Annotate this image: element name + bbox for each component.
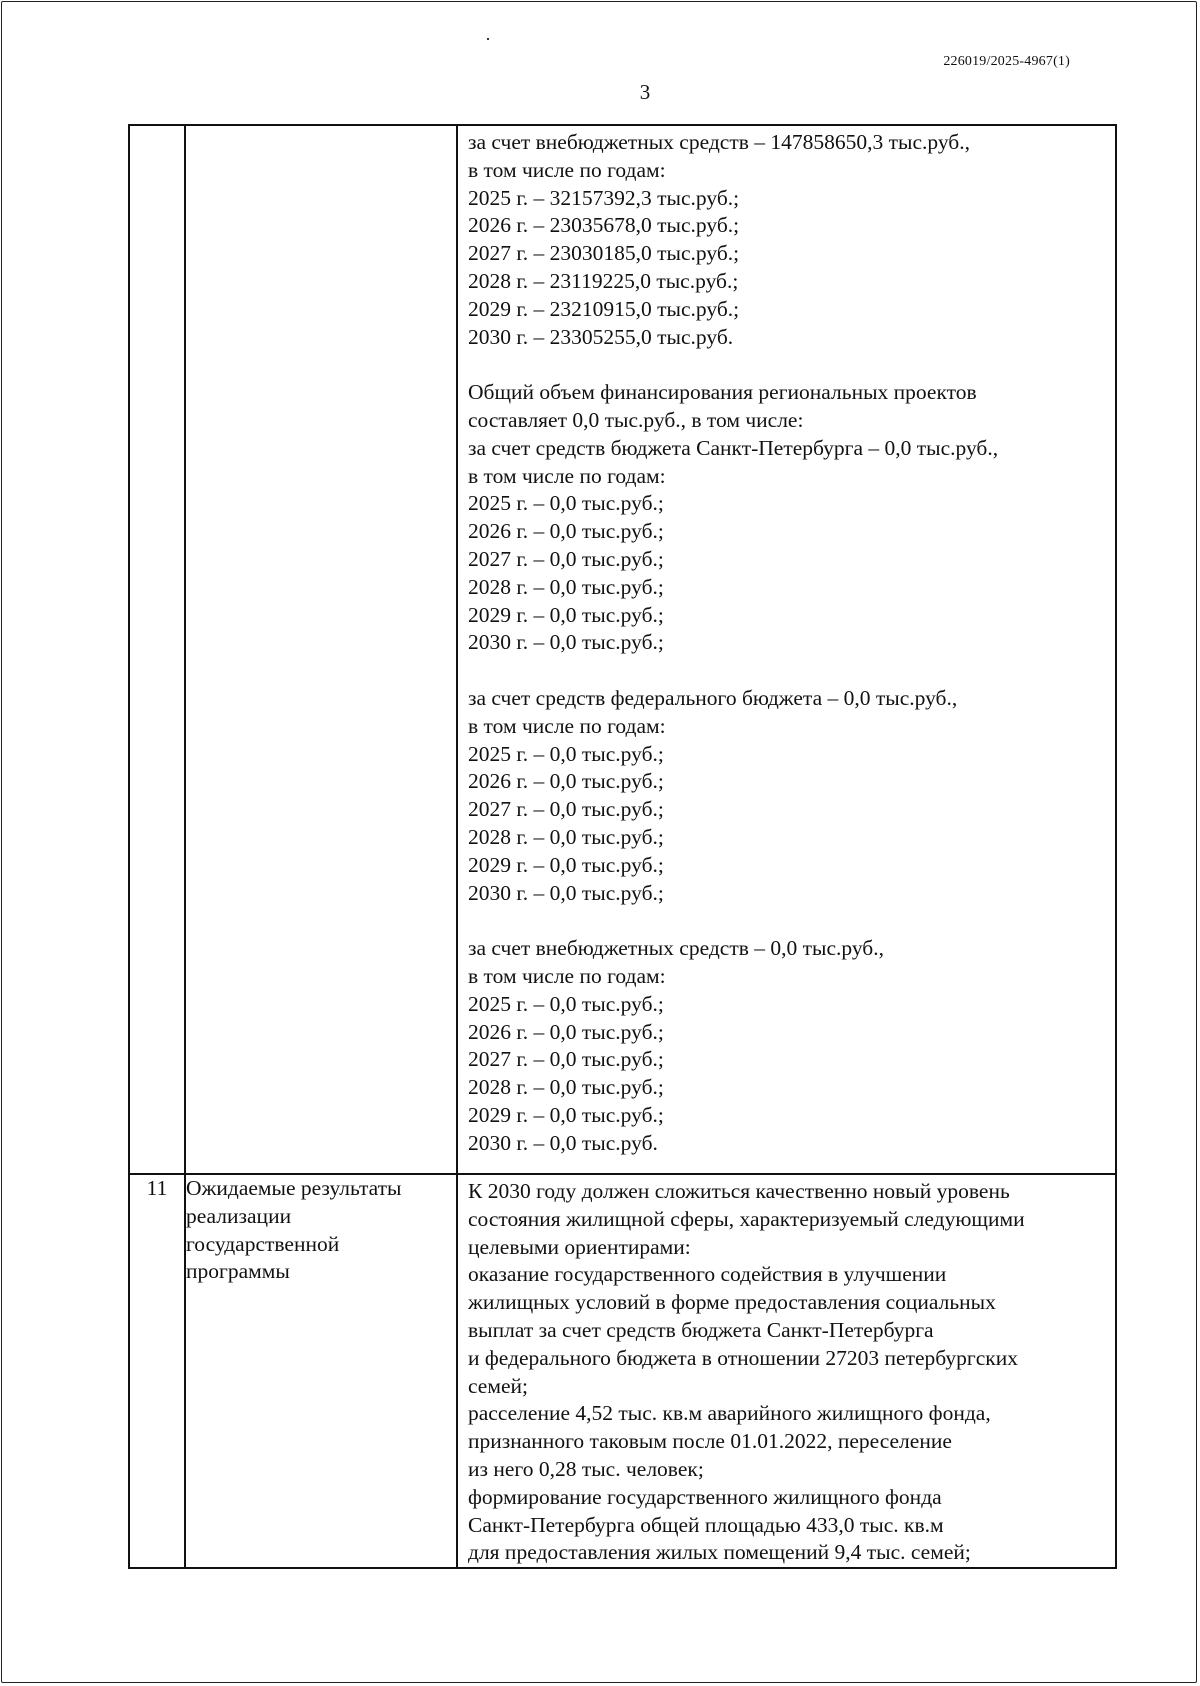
- result-line: признанного таковым после 01.01.2022, переселение: [468, 1429, 952, 1454]
- result-line: выплат за счет средств бюджета Санкт-Петербурга: [468, 1317, 934, 1342]
- financing-line: 2030 г. – 23305255,0 тыс.руб.: [468, 324, 734, 349]
- label-line: программы: [186, 1259, 290, 1284]
- financing-line: 2029 г. – 0,0 тыс.руб.;: [468, 602, 664, 627]
- financing-line: 2029 г. – 0,0 тыс.руб.;: [468, 1102, 664, 1127]
- results-text: [458, 1175, 1115, 1567]
- result-line: оказание государственного содействия в улучшении: [468, 1262, 947, 1287]
- result-line: жилищных условий в форме предоставления социальных: [468, 1290, 996, 1315]
- result-line: состояния жилищной сферы, характеризуемый следующими: [468, 1206, 1025, 1231]
- financing-line: 2026 г. – 0,0 тыс.руб.;: [468, 519, 664, 544]
- financing-line: 2025 г. – 0,0 тыс.руб.;: [468, 991, 664, 1016]
- result-line: и федерального бюджета в отношении 27203 петербургских: [468, 1345, 1018, 1370]
- financing-line: в том числе по годам:: [468, 157, 666, 182]
- result-line: из него 0,28 тыс. человек;: [468, 1456, 704, 1481]
- financing-line: за счет внебюджетных средств – 0,0 тыс.руб.,: [468, 936, 884, 961]
- label-line: государственной: [186, 1231, 340, 1256]
- result-line: формирование государственного жилищного фонда: [468, 1484, 942, 1509]
- table-row-continued: [129, 125, 1116, 1174]
- financing-line: 2029 г. – 0,0 тыс.руб.;: [468, 852, 664, 877]
- financing-line: 2027 г. – 0,0 тыс.руб.;: [468, 1047, 664, 1072]
- result-line: Санкт-Петербурга общей площадью 433,0 тыс. кв.м: [468, 1512, 944, 1537]
- financing-line: 2028 г. – 0,0 тыс.руб.;: [468, 824, 664, 849]
- table-row-11: [129, 1174, 1116, 1568]
- financing-line: составляет 0,0 тыс.руб., в том числе:: [468, 407, 804, 432]
- financing-line: 2026 г. – 0,0 тыс.руб.;: [468, 1019, 664, 1044]
- financing-line: 2026 г. – 23035678,0 тыс.руб.;: [468, 213, 740, 238]
- financing-line: 2030 г. – 0,0 тыс.руб.;: [468, 880, 664, 905]
- paragraph-gap: [468, 657, 1109, 685]
- financing-line: 2030 г. – 0,0 тыс.руб.;: [468, 630, 664, 655]
- paragraph-gap: [468, 351, 1109, 379]
- result-line: целевыми ориентирами:: [468, 1234, 691, 1259]
- financing-line: 2030 г. – 0,0 тыс.руб.: [468, 1130, 658, 1155]
- financing-line: 2026 г. – 0,0 тыс.руб.;: [468, 769, 664, 794]
- financing-line: 2025 г. – 0,0 тыс.руб.;: [468, 741, 664, 766]
- financing-line: за счет внебюджетных средств – 147858650,3 тыс.руб.,: [468, 130, 970, 154]
- financing-line: 2029 г. – 23210915,0 тыс.руб.;: [468, 296, 740, 321]
- label-cell-empty: [185, 125, 457, 1174]
- label-line: реализации: [186, 1203, 292, 1228]
- result-line: для предоставления жилых помещений 9,4 тыс. семей;: [468, 1540, 971, 1565]
- label-line: Ожидаемые результаты: [186, 1176, 402, 1200]
- financing-line: за счет средств бюджета Санкт-Петербурга – 0,0 тыс.руб.,: [468, 435, 999, 460]
- financing-line: 2025 г. – 0,0 тыс.руб.;: [468, 491, 664, 516]
- passport-table: [128, 124, 1117, 1569]
- financing-line: 2028 г. – 0,0 тыс.руб.;: [468, 574, 664, 599]
- page-number: 3: [639, 80, 651, 104]
- financing-line: 2025 г. – 32157392,3 тыс.руб.;: [468, 185, 740, 210]
- scan-speck: [487, 38, 489, 40]
- row-number: 11: [129, 1174, 185, 1568]
- financing-line: 2027 г. – 23030185,0 тыс.руб.;: [468, 241, 740, 266]
- financing-line: 2028 г. – 0,0 тыс.руб.;: [468, 1075, 664, 1100]
- financing-line: 2027 г. – 0,0 тыс.руб.;: [468, 546, 664, 571]
- result-line: расселение 4,52 тыс. кв.м аварийного жилищного фонда,: [468, 1401, 991, 1426]
- result-line: семей;: [468, 1373, 528, 1398]
- financing-line: в том числе по годам:: [468, 463, 666, 488]
- results-cell: [457, 1174, 1116, 1568]
- financing-text: [458, 126, 1115, 1157]
- financing-line: 2028 г. – 23119225,0 тыс.руб.;: [468, 268, 739, 293]
- financing-line: в том числе по годам:: [468, 963, 666, 988]
- result-line: К 2030 году должен сложиться качественно новый уровень: [468, 1179, 1010, 1203]
- financing-cell: [457, 125, 1116, 1174]
- financing-line: Общий объем финансирования региональных проектов: [468, 380, 977, 405]
- document-number: 226019/2025-4967(1): [943, 54, 1070, 69]
- financing-line: в том числе по годам:: [468, 713, 666, 738]
- row-label: [185, 1174, 457, 1568]
- number-cell-empty: [129, 125, 185, 1174]
- financing-line: за счет средств федерального бюджета – 0,0 тыс.руб.,: [468, 685, 958, 710]
- financing-line: 2027 г. – 0,0 тыс.руб.;: [468, 797, 664, 822]
- paragraph-gap: [468, 907, 1109, 935]
